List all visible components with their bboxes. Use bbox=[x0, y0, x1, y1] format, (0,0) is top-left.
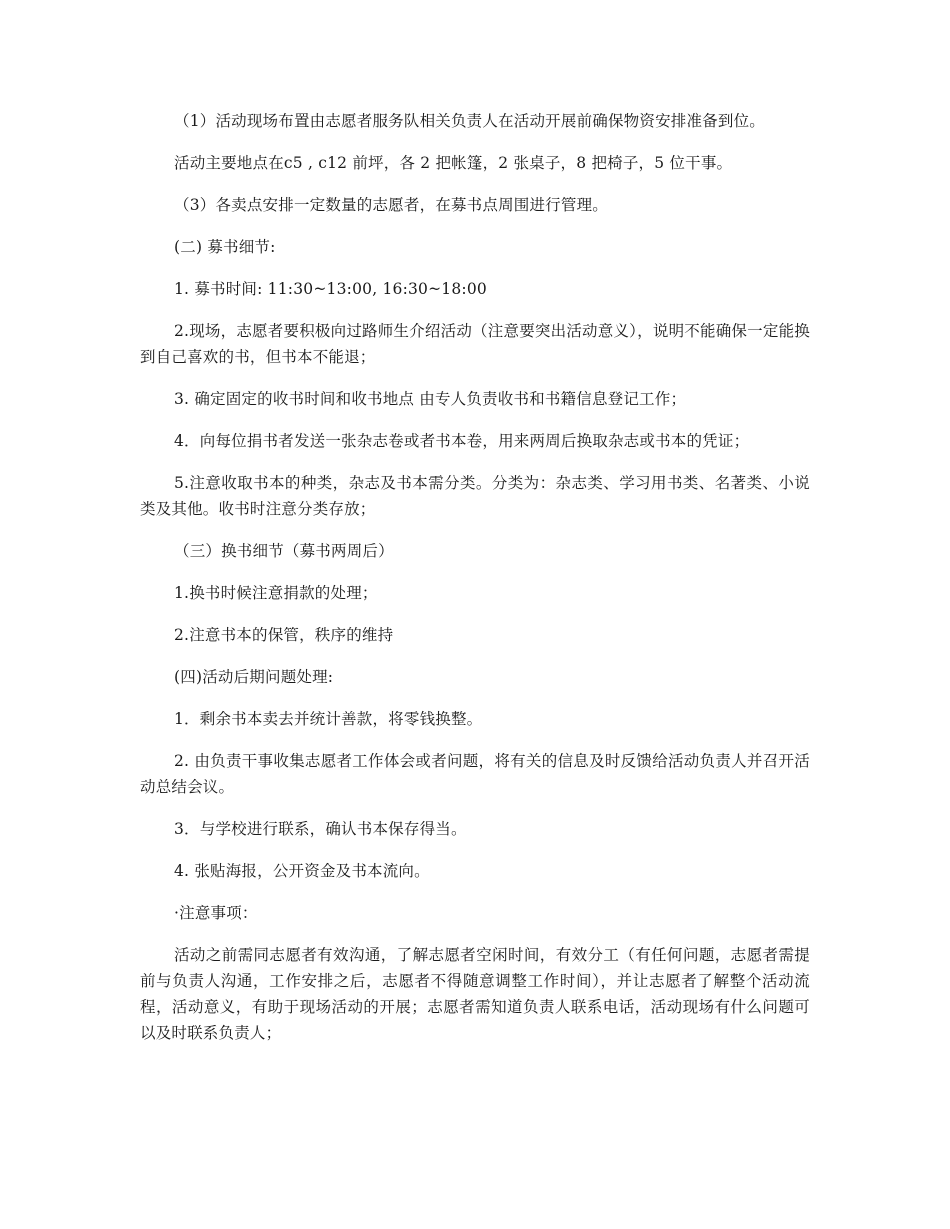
section-heading: (二) 募书细节: bbox=[174, 238, 276, 256]
paragraph: 4. 张贴海报，公开资金及书本流向。 bbox=[174, 862, 430, 880]
paragraph: （1）活动现场布置由志愿者服务队相关负责人在活动开展前确保物资安排准备到位。 bbox=[174, 112, 765, 130]
section-heading: （三）换书细节（募书两周后） bbox=[174, 542, 394, 560]
paragraph: （3）各卖点安排一定数量的志愿者，在募书点周围进行管理。 bbox=[174, 196, 608, 214]
section-heading: (四)活动后期问题处理: bbox=[174, 668, 334, 686]
paragraph: 4．向每位捐书者发送一张杂志卷或者书本卷，用来两周后换取杂志或书本的凭证； bbox=[174, 432, 750, 450]
paragraph: 2.注意书本的保管，秩序的维持 bbox=[174, 626, 394, 644]
document-page bbox=[140, 108, 810, 1062]
paragraph: 1.换书时候注意捐款的处理； bbox=[174, 584, 378, 602]
paragraph: 3. 确定固定的收书时间和收书地点 由专人负责收书和书籍信息登记工作； bbox=[174, 390, 687, 408]
paragraph: 2.现场，志愿者要积极向过路师生介绍活动（注意要突出活动意义），说明不能确保一定能换到自己喜欢的书，但书本不能退； bbox=[140, 322, 810, 366]
paragraph: 1. 募书时间: 11:30~13:00, 16:30~18:00 bbox=[174, 280, 487, 298]
paragraph: 3．与学校进行联系，确认书本保存得当。 bbox=[174, 820, 467, 838]
paragraph: 1．剩余书本卖去并统计善款，将零钱换整。 bbox=[174, 710, 483, 728]
paragraph: 2. 由负责干事收集志愿者工作体会或者问题，将有关的信息及时反馈给活动负责人并召开活动总结会议。 bbox=[140, 752, 810, 796]
section-heading: ·注意事项： bbox=[174, 904, 258, 922]
paragraph: 活动主要地点在c5 , c12 前坪，各 2 把帐篷，2 张桌子，8 把椅子，5 位干事。 bbox=[174, 154, 733, 172]
paragraph: 5.注意收取书本的种类，杂志及书本需分类。分类为：杂志类、学习用书类、名著类、小说类及其他。收书时注意分类存放； bbox=[140, 474, 810, 518]
paragraph: 活动之前需同志愿者有效沟通，了解志愿者空闲时间，有效分工（有任何问题，志愿者需提前与负责人沟通，工作安排之后，志愿者不得随意调整工作时间），并让志愿者了解整个活动流程，活动意义，有助于现场活动的开展；志愿者需知道负责人联系电话，活动现场有什么问题可以及时联系负责人； bbox=[140, 946, 810, 1042]
